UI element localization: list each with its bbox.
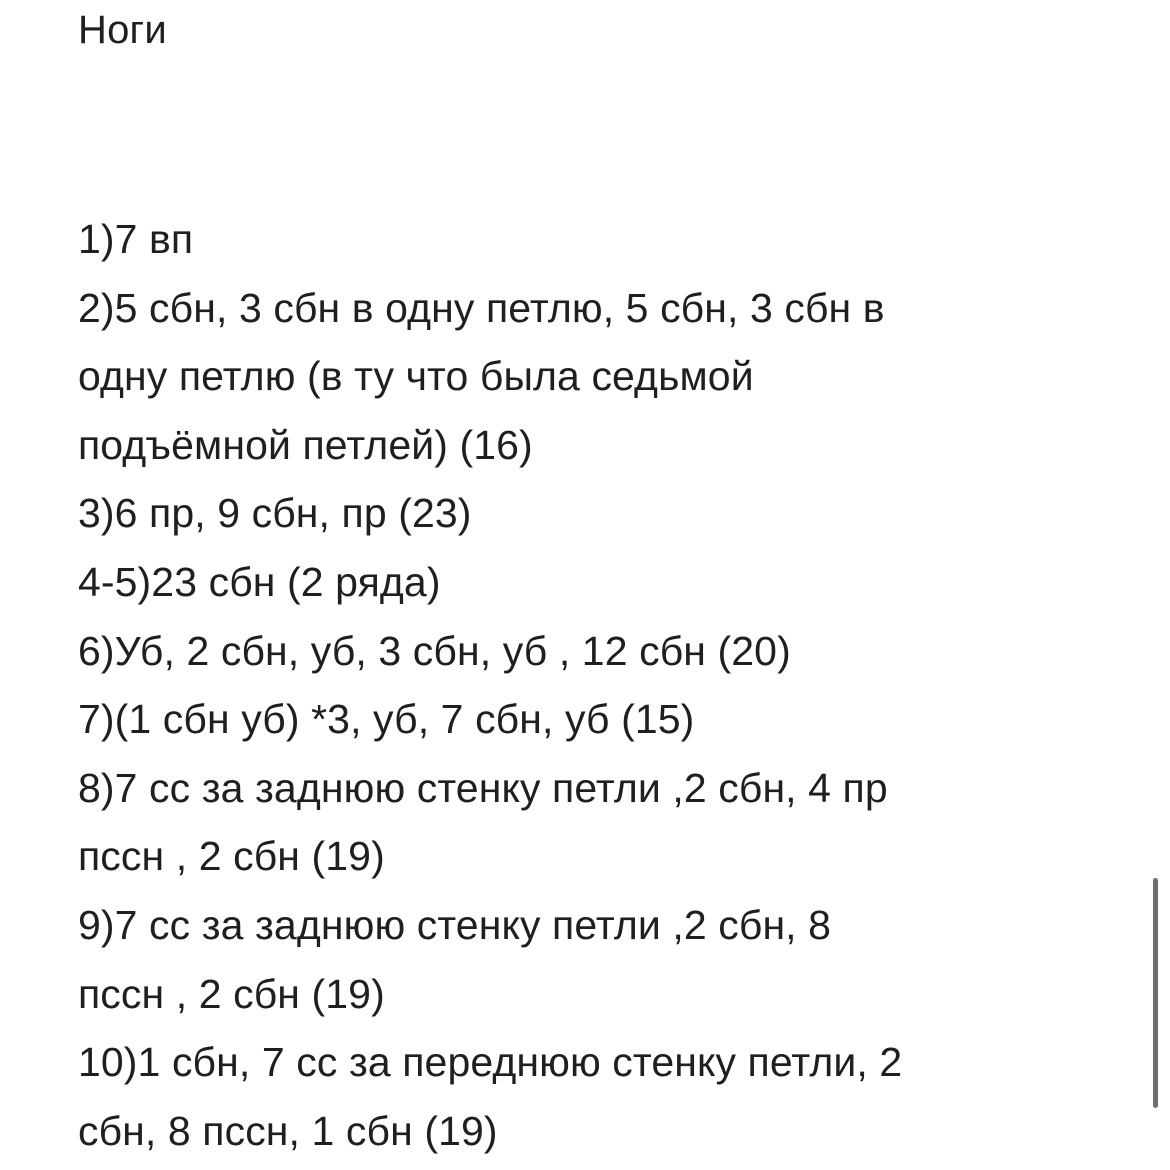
note-line: пссн , 2 сбн (19) (78, 970, 385, 1017)
note-line: 7)(1 сбн уб) *3, уб, 7 сбн, уб (15) (78, 696, 695, 743)
note-line: 10)1 сбн, 7 сс за переднюю стенку петли, 2 (78, 1039, 903, 1086)
note-line: сбн, 8 пссн, 1 сбн (19) (78, 1107, 498, 1154)
note-line: подъёмной петлей) (16) (78, 421, 533, 468)
vertical-scrollbar[interactable] (1153, 878, 1158, 1108)
note-title: Ноги (78, 8, 167, 52)
note-line: пссн , 2 сбн (19) (78, 833, 385, 880)
note-line: 8)7 сс за заднюю стенку петли ,2 сбн, 4 пр (78, 764, 888, 811)
note-line: 6)Уб, 2 сбн, уб, 3 сбн, уб , 12 сбн (20) (78, 627, 791, 674)
note-line: 1)7 вп (78, 216, 194, 262)
note-line: 3)6 пр, 9 сбн, пр (23) (78, 490, 472, 537)
note-line: 4-5)23 сбн (2 ряда) (78, 558, 441, 605)
note-line: одну петлю (в ту что была седьмой (78, 353, 754, 400)
note-line: 9)7 сс за заднюю стенку петли ,2 сбн, 8 (78, 901, 832, 948)
note-body (78, 205, 1078, 1165)
note-line: 2)5 сбн, 3 сбн в одну петлю, 5 сбн, 3 сбн в (78, 284, 885, 331)
